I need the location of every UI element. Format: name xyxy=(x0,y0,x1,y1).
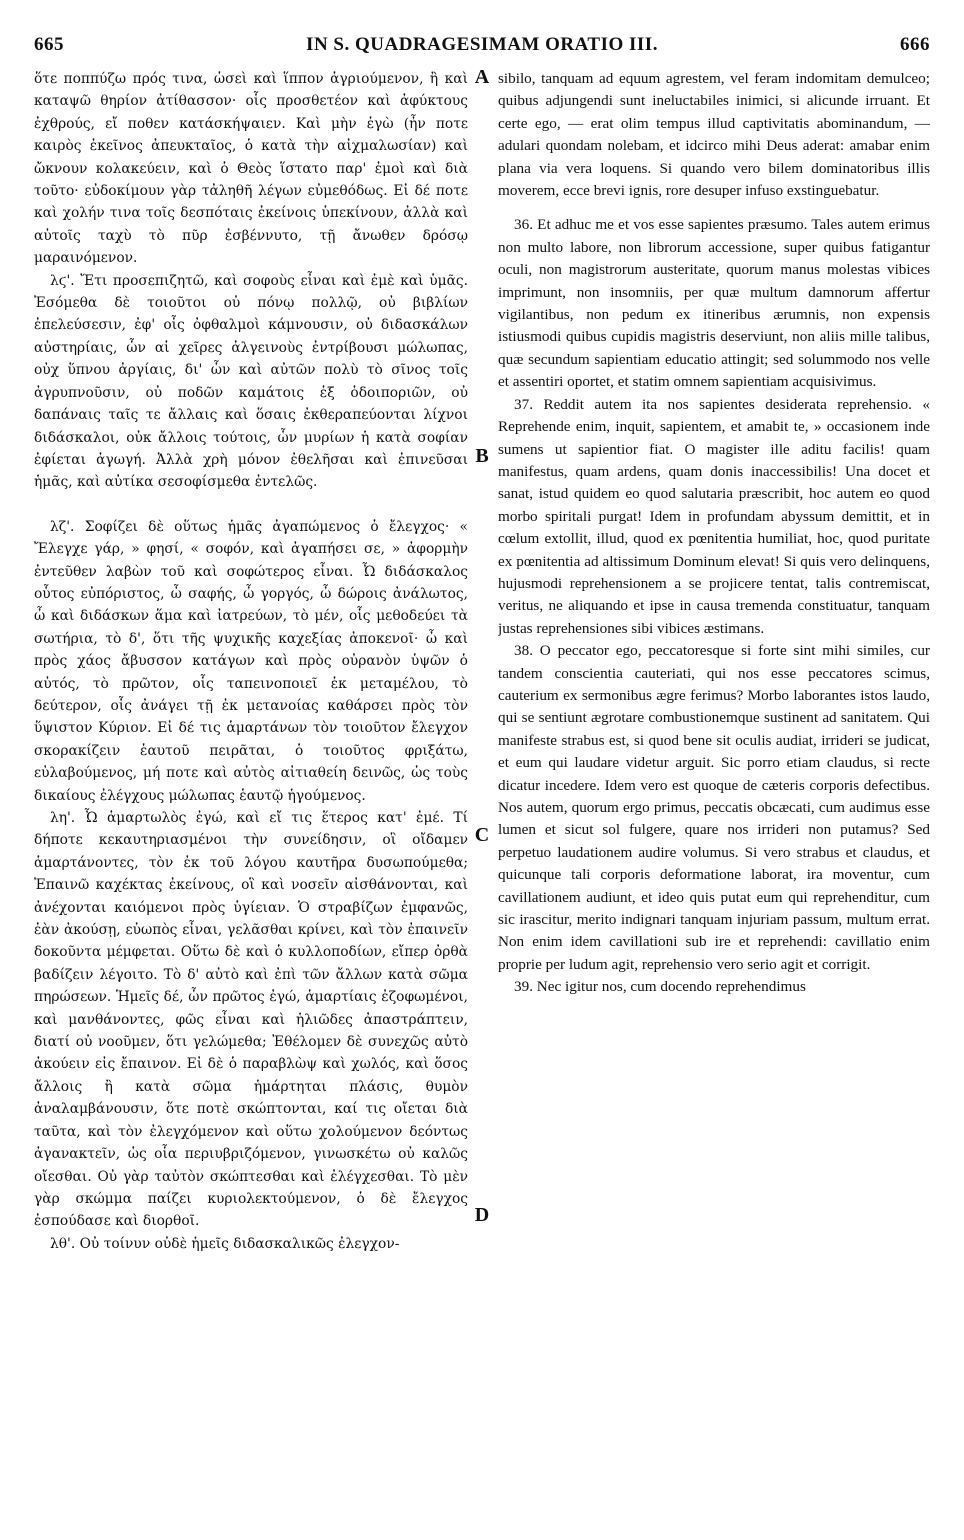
greek-paragraph: λη'. Ὦ ἁμαρτωλὸς ἐγώ, καὶ εἴ τις ἕτερος κατ' ἐμέ. Τί δήποτε κεκαυτηριασμένοι τὴν συνείδησιν, οἳ οἴδαμεν ἁμαρτάνοντες, τὸν ἐκ τοῦ λόγου καυτῆρα δυσωπούμεθα; Ἐπαινῶ καχέκτας ἐκείνους, οἳ καὶ νοσεῖν αἰσθάνονται, καὶ ἀνέχονται καιόμενοι πρὸς ὑγίειαν. Ὁ στραβίζων ἐμφανῶς, ἐὰν ἀκούσῃ, εὐωπὸς εἶναι, γελᾶσθαι κρίνει, καὶ τὸν ἐπαινεῖν δοκοῦντα μέμφεται. Οὕτω δὲ καὶ ὁ κυλλοποδίων, εἴπερ ὀρθὰ βαδίζειν λέγοιτο. Τὸ δ' αὐτὸ καὶ ἐπὶ τῶν ἄλλων κατὰ σῶμα πηρώσεων. Ἡμεῖς δέ, ὧν πρῶτος ἐγώ, ἁμαρτίαις ἐζοφωμένοι, καὶ μανθάνοντες, φῶς εἶναι καὶ ἡλιῶδες ἀπαστράπτειν, διατί οὐ νοοῦμεν, ὅτι γελώμεθα; Ἐθέλομεν δὲ συνεχῶς αὐτὸ ἀκούειν εἰς ἔπαινον. Εἰ δὲ ὁ παραβλὼψ καὶ χωλός, καὶ ὅσος ἄλλοις ἢ κατὰ σῶμα ἡμάρτηται πλάσις, θυμὸν ἀναλαμβάνουσιν, ὅτε ποτὲ σκώπτονται, καί τις οἴεται διὰ ταῦτα, καὶ τὸν ἐλεγχόμενον καὶ οὕτω χολούμενον δεόντως ἀγανακτεῖν, ὡς οἷα περιυβριζόμενον, γινωσκέτω οὐ καλῶς οἴεσθαι. Οὐ γὰρ ταὐτὸν σκώπτεσθαι καὶ ἐλέγχεσθαι. Τὸ μὲν γὰρ σκώμμα παίζει κυριολεκτούμενον, ὁ δὲ ἔλεγχος ἐσπούδασε καὶ διορθοῖ. xyxy=(34,810,468,1230)
page-number-right: 666 xyxy=(900,34,930,55)
greek-paragraph: λθ'. Οὐ τοίνυν οὐδὲ ἡμεῖς διδασκαλικῶς ἐλεγχον- xyxy=(50,1235,400,1252)
section-marker-d: D xyxy=(474,1204,490,1226)
section-marker-b: B xyxy=(475,445,489,467)
latin-paragraph: sibilo, tanquam ad equum agrestem, vel feram indomitam demulceo; quibus adjungendi sunt ineluctabiles inimici, si alicunde irruant. Et certe ego, — erat olim tempus illud captivitatis abominandum, — adulari quondam nolebam, et idcirco mihi Deus aderat: amabar enim plana via vera loquens. Si quando vero bilem dominatoribus illis moverem, ecce brevi ignis, rore desuper infuso exstinguebatur. xyxy=(498,70,930,200)
latin-column xyxy=(498,68,930,1530)
page-number-left: 665 xyxy=(34,34,64,55)
greek-paragraph: ὅτε ποππύζω πρός τινα, ὡσεὶ καὶ ἵππον ἀγριούμενον, ἢ καὶ καταψῶ θηρίον ἀτίθασσον· οἷς προσθετέον καὶ ἀφύκτους ἐχθρούς, εἴ ποθεν κατάσκήψαιεν. Καὶ μὴν ἐγὼ (ἦν ποτε καιρὸς ἐκεῖνος ἀπευκταῖος, ὁ κατὰ τὴν αἰχμαλωσίαν) καὶ ὤκνουν κολακεύειν, καὶ ὁ Θεὸς ἵστατο παρ' ἐμοὶ καὶ διὰ τοῦτο· εὐδοκίμουν γὰρ τἀληθῆ λέγων εὐμεθόδως. Εἰ δέ ποτε καὶ χολήν τινα τοῖς δεσπόταις ἐκείνοις ὑπεκίνουν, ἀλλὰ καὶ αὐτοῖς ταχὺ τὸ πῦρ ἐσβέννυτο, τῇ ἄνωθεν δρόσῳ μαραινόμενον. xyxy=(34,71,468,267)
greek-paragraph: λϛ'. Ἔτι προσεπιζητῶ, καὶ σοφοὺς εἶναι καὶ ἐμὲ καὶ ὑμᾶς. Ἐσόμεθα δὲ τοιοῦτοι οὐ πόνῳ πολλῷ, οὐ βιβλίων ἐπελεύσεσιν, ἐφ' οἷς ὀφθαλμοὶ κάμνουσιν, οὐ διδασκάλων αὐστηρίαις, ὧν αἱ χεῖρες ἀλγεινοὺς ἐντρίβουσι μώλωπας, οὐχ ὕπνου ἀργίαις, δι' ὧν καὶ αὐτῶν πολὺ τὸ σῖνος τοῖς ἀγρυπνοῦσιν, οὐ ποδῶν καμάτοις ἐξ ὁδοιποριῶν, οὐ δαπάναις ταῖς τε ἄλλαις καὶ ὅσαις ἐκθεραπεύονται λίχνοι διδάσκαλοι, οὐκ ἄλλοις τούτοις, ὧν μυρίων ἡ κατὰ σοφίαν ἐφίεται ἀγωγή. Ἀλλὰ χρὴ μόνον ἐθελῆσαι καὶ ἐπινεῦσαι ἡμᾶς, καὶ αὐτίκα σεσοφίσμεθα ἐντελῶς. xyxy=(34,272,468,491)
section-marker-a: A xyxy=(474,66,490,88)
section-marker-c: C xyxy=(474,824,490,846)
page-header xyxy=(30,34,934,58)
greek-paragraph: λζ'. Σοφίζει δὲ οὕτως ἡμᾶς ἀγαπώμενος ὁ ἔλεγχος· « Ἔλεγχε γάρ, » φησί, « σοφόν, καὶ ἀγαπήσει σε, » ἀφορμὴν ἐντεῦθεν λαβὼν τοῦ καὶ σοφώτερος εἶναι. Ὦ διδάσκαλος οὗτος εὐπόριστος, ὦ σαφής, ὦ γοργός, ὦ δώροις ἀνάλωτος, ὦ καὶ διδάσκων ἅμα καὶ ἰατρεύων, τὸ μέν, οἷς μεθοδεύει τὰ σωτήρια, τὸ δ', ὅτι τῆς ψυχικῆς καχεξίας ἀποκενοῖ· ὦ καὶ πρὸς χάος ἄβυσσον κατάγων καὶ πρὸς οὐρανὸν ὑψῶν ὁ αὐτός, τὸ πρῶτον, οἷς ταπεινοποιεῖ ἐκ μεταμέλου, τὸ δεύτερον, οἷς ἀνάγει τῇ ἐκ μετανοίας καθάρσει πρὸς τὸν ὕψιστον Κύριον. Εἰ δέ τις ἁμαρτάνων τὸν τοιοῦτον ἔλεγχον σκορακίζειν ἑαυτοῦ πειρᾶται, ὁ τοιοῦτος φριξάτω, εὐλαβούμενος, μή ποτε καὶ αὐτὸς αἰτιαθείη δεινῶς, ὡς τοὺς δικαίους ἐλέγχους μώλωπας ἑαυτῷ ἡγούμενος. xyxy=(34,518,468,804)
latin-paragraph: 36. Et adhuc me et vos esse sapientes præsumo. Tales autem erimus non multo labore, non librorum accessione, super quibus fatigantur oculi, non magistrorum austeritate, quorum manus molestas vibices imprimunt, non insomniis, per quæ multum damnorum affertur vigilantibus, non pedum ex itineribus ærumnis, non expensis istiusmodi quibus cupidis magistris deserviunt, non aliis mille talibus, quæ secundum sapientiam educatio attingit; sed solummodo nos velle et assentiri oportet, et statim omnem sapientiam acquisivimus. xyxy=(498,216,930,391)
latin-paragraph: 39. Nec igitur nos, cum docendo reprehendimus xyxy=(514,978,806,996)
greek-column xyxy=(34,68,468,1530)
latin-paragraph: 37. Reddit autem ita nos sapientes desiderata reprehensio. « Reprehende enim, inquit, sapientem, et amabit te, » occasionem inde sumens ut sapientior fiat. O magister ille aditu facilis! quam manifestus, quam ardens, quam donis inaccessibilis! Una docet et sanat, istud quidem eo quod salutaria præscribit, hoc autem eo quod morbo spiritali purgat! Idem in profundam abyssum demittit, et in cœlum extollit, illud, quod ex pœnitentia humiliat, hoc, quod puritate ex pœnitentia ad altissimum Dominum elevat! Si quis vero delinquens, hujusmodi reprehensionem a se projicere tentat, talis contremiscat, veritus, ne aliquando et ipse in causa tremenda constituatur, tanquam justas reprehensiones sibi vibices æstimans. xyxy=(498,395,930,637)
running-title: IN S. QUADRAGESIMAM ORATIO III. xyxy=(306,34,658,55)
latin-paragraph: 38. O peccator ego, peccatoresque si forte sint mihi similes, cur tandem conscientia cauteriati, qui nos esse peccatores scimus, cauterium ex sermonibus ægre ferimus? Morbo laborantes istos laudo, qui se sentiunt ægrotare combustionemque sustinent ad sanitatem. Qui manifeste strabus est, si quod bene sit oculis audiat, irrideri se judicat, et eum qui laudare videtur arguit. Sic porro etiam claudus, si recte dicatur incedere. Idem vero est quoque de cæteris corporis defectibus. Nos autem, quorum ergo primus, peccatis obcæcati, cum audimus esse lumen et sicut sol fulgere, quare nos irrideri non putamus? Sed perpetuo laudationem audire volumus. Si vero strabus et claudus, et quicunque tali corporis deformatione laborat, ira moventur, cum cavillationem audiunt, et ideo quis putat eum qui reprehenditur, cum sic irascitur, merito indignari tanquam injuriam passum, multum errat. Non enim idem cavillationi sub ire et reprehendi: cavillatio enim proprie per ludum agit, reprehensio vero serio agit et corrigit. xyxy=(498,642,930,973)
